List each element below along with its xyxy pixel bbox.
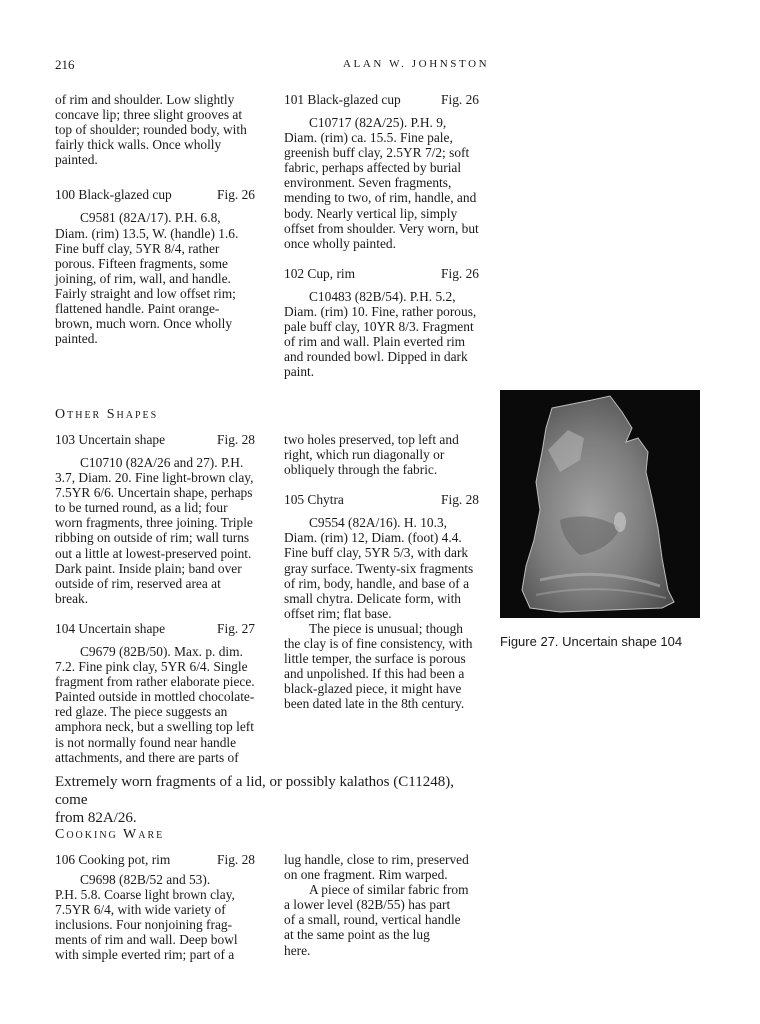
entry-100-fig: Fig. 26 <box>217 187 255 203</box>
column-mid-left <box>55 432 255 765</box>
entry-105-heading <box>284 492 479 507</box>
entry-104-text: C9679 (82B/50). Max. p. dim. 7.2. Fine pink clay, 5YR 6/4. Single fragment from rather elaborate piece. Painted outside in mottled chocolate- red glaze. The piece suggests an amphora neck, but a swelling top left is not normally found near handle attachments, and there are parts of <box>55 643 255 765</box>
column-bottom-left <box>55 852 255 963</box>
entry-106-text: C9698 (82B/52 and 53). P.H. 5.8. Coarse light brown clay, 7.5YR 6/4, with wide variety of inclusions. Four nonjoining frag- ments of rim and wall. Deep bowl with simple everted rim; part of a <box>55 872 238 963</box>
entry-102-fig: Fig. 26 <box>441 265 479 281</box>
lid-note: Extremely worn fragments of a lid, or possibly kalathos (C11248), come from 82A/26. <box>55 774 454 826</box>
entry-102-title: 102 Cup, rim <box>284 265 356 281</box>
column-top-right <box>284 92 479 379</box>
entry-101-title: 101 Black-glazed cup <box>284 92 401 107</box>
entry-100-heading <box>55 187 255 202</box>
entry-101-heading <box>284 92 479 107</box>
entry-103-title: 103 Uncertain shape <box>55 432 166 447</box>
entry-105-title: 105 Chytra <box>284 492 344 508</box>
entry-106-title: 106 Cooking pot, rim <box>55 852 171 867</box>
entry-101-text: C10717 (82A/25). P.H. 9, Diam. (rim) ca. 15.5. Fine pale, greenish buff clay, 2.5YR 7/2; soft fabric, perhaps affected by burial environment. Seven fragments, mending to two, of rim, handle, and body. Nearly vertical lip, simply offset from shoulder. Very worn, but once wholly painted. <box>284 115 479 251</box>
entry-103-text: C10710 (82A/26 and 27). P.H. 3.7, Diam. 20. Fine light-brown clay, 7.5YR 6/6. Uncertain shape, perhaps to be turned round, as a lid; four worn fragments, three joining. Triple ribbing on outside of rim; wall turns out a little at lowest-preserved point. Dark paint. Inside plain; band over outside of rim, reserved area at break. <box>55 455 254 606</box>
column-mid-right <box>284 432 479 712</box>
figure-27-photo <box>500 390 700 618</box>
page-number: 216 <box>55 57 75 72</box>
entry-106-fig: Fig. 28 <box>217 852 255 867</box>
entry-104-continuation: two holes preserved, top left and right, which run diagonally or obliquely through the fabric. <box>284 432 459 478</box>
entry-105-fig: Fig. 28 <box>441 492 479 508</box>
entry-105-text-2: The piece is unusual; though the clay is of fine consistency, with little temper, the surface is porous and unpolished. If this had been a black-glazed piece, it might have been dated late in the 8th century. <box>284 620 473 712</box>
section-heading-other-shapes: Other Shapes <box>55 407 159 422</box>
entry-104-heading <box>55 621 255 636</box>
entry-106-continuation: lug handle, close to rim, preserved on one fragment. Rim warped. <box>284 852 469 883</box>
column-bottom-right <box>284 852 479 958</box>
entry-102-text: C10483 (82B/54). P.H. 5.2, Diam. (rim) 10. Fine, rather porous, pale buff clay, 10YR 8/3. Fragment of rim and wall. Plain everted rim and rounded bowl. Dipped in dark paint. <box>284 288 477 380</box>
entry-103-heading <box>55 432 255 447</box>
entry-102-heading <box>284 266 479 281</box>
entry-100-title: 100 Black-glazed cup <box>55 187 172 203</box>
entry-106-continuation-2: A piece of similar fabric from a lower level (82B/55) has part of a small, round, vertical handle at the same point as the lug here. <box>284 882 469 958</box>
column-top-left <box>55 92 255 346</box>
sherd-image <box>500 390 700 618</box>
entry-100-text: C9581 (82A/17). P.H. 6.8, Diam. (rim) 13.5, W. (handle) 1.6. Fine buff clay, 5YR 8/4, rather porous. Fifteen fragments, some joining, of rim, wall, and handle. Fairly straight and low offset rim; flattened handle. Paint orange- brown, much worn. Once wholly painted. <box>55 210 239 347</box>
entry-104-fig: Fig. 27 <box>217 620 255 636</box>
entry-104-title: 104 Uncertain shape <box>55 620 166 636</box>
running-head: ALAN W. JOHNSTON <box>343 58 490 70</box>
continuation-text: of rim and shoulder. Low slightly concave lip; three slight grooves at top of shoulder; rounded body, with fairly thick walls. Once wholly painted. <box>55 92 247 168</box>
entry-103-fig: Fig. 28 <box>217 432 255 447</box>
entry-101-fig: Fig. 26 <box>441 92 479 107</box>
entry-105-text: C9554 (82A/16). H. 10.3, Diam. (rim) 12, Diam. (foot) 4.4. Fine buff clay, 5YR 5/3, with dark gray surface. Twenty-six fragments of rim, body, handle, and base of a small chytra. Delicate form, with offset rim; flat base. <box>284 515 474 621</box>
section-heading-cooking-ware: Cooking Ware <box>55 827 165 842</box>
figure-27-caption: Figure 27. Uncertain shape 104 <box>500 634 683 649</box>
entry-106-heading <box>55 852 255 867</box>
